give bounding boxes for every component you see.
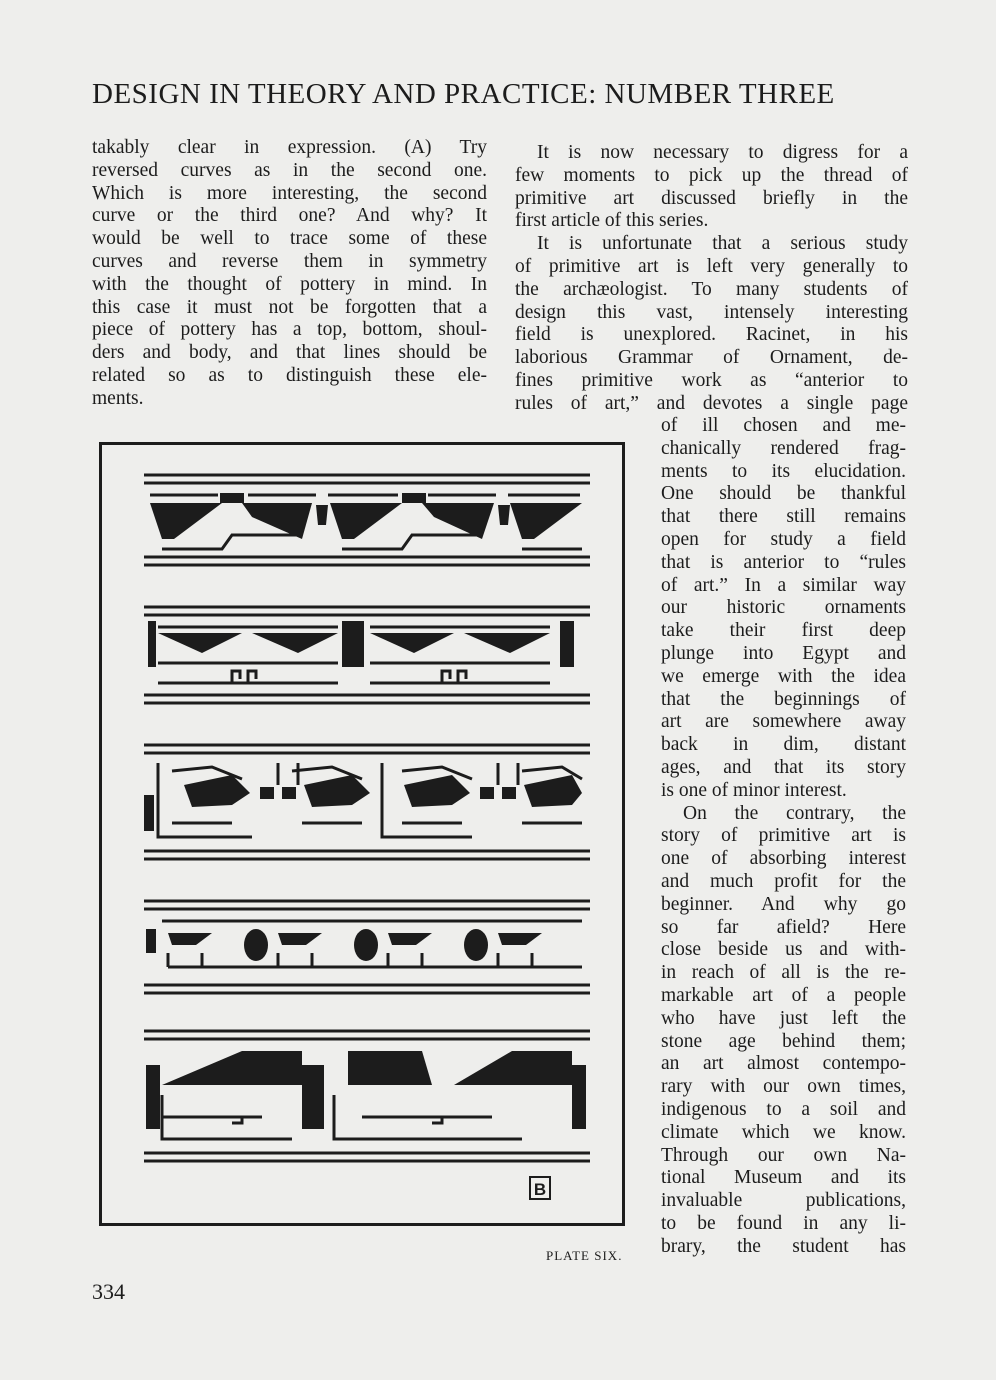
text-line: design this vast, intensely interesting [515,301,908,323]
plate-caption: PLATE SIX. [546,1248,623,1263]
text-line: laborious Grammar of Ornament, de- [515,347,908,369]
text-line: takably clear in expression. (A) Try [92,137,487,158]
text-line: rary with our own times, [661,1076,906,1098]
text-line: rules of art,” and devotes a single page [515,392,908,414]
text-line: tional Museum and its [661,1167,906,1189]
text-line: close beside us and with- [661,939,906,961]
text-line: fines primitive work as “anterior to [515,369,908,391]
text-line: one of absorbing interest [661,848,906,870]
text-line: an art almost contempo- [661,1053,906,1075]
text-line: in reach of all is the re- [661,962,906,984]
text-line: primitive art discussed briefly in the [515,187,908,209]
text-line: field is unexplored. Racinet, in his [515,324,908,346]
right-column-text-narrow [661,415,906,1258]
right-column-text-top [515,142,908,416]
text-line: It is now necessary to digress for a [537,142,908,163]
text-line: take their first deep [661,620,906,642]
text-line: Which is more interesting, the second [92,182,487,204]
ornament-band-4 [144,901,590,993]
text-line: and much profit for the [661,870,906,892]
text-line: back in dim, distant [661,734,906,756]
text-line: climate which we know. [661,1121,906,1143]
text-line: curves and reverse them in symmetry [92,250,487,272]
left-column-text [92,137,487,411]
text-line: with the thought of pottery in mind. In [92,273,487,295]
text-line: ders and body, and that lines should be [92,342,487,364]
text-line: indigenous to a soil and [661,1098,906,1120]
text-line: that the beginnings of [661,688,906,710]
text-line: is one of minor interest. [661,779,847,801]
text-line: few moments to pick up the thread of [515,164,908,186]
text-line: who have just left the [661,1007,906,1029]
text-line: ages, and that its story [661,756,906,778]
text-line: we emerge with the idea [661,665,906,687]
text-line: piece of pottery has a top, bottom, shoul- [92,319,487,341]
page-header: DESIGN IN THEORY AND PRACTICE: NUMBER THREE [92,78,835,110]
ornament-band-1 [144,475,590,565]
text-line: beginner. And why go [661,893,906,915]
text-line: reversed curves as in the second one. [92,159,487,181]
text-line: the archæologist. To many students of [515,278,908,300]
text-line: art are somewhere away [661,711,906,733]
artist-monogram: B [529,1176,551,1200]
ornament-band-2 [144,607,590,703]
text-line: story of primitive art is [661,825,906,847]
text-line: On the contrary, the [683,802,906,824]
text-line: One should be thankful [661,483,906,505]
text-line: ments to its elucidation. [661,460,906,482]
ornament-plate [99,442,625,1226]
text-line: that is anterior to “rules [661,551,906,573]
text-line: of primitive art is left very generally to [515,255,908,277]
text-line: invaluable publications, [661,1190,906,1212]
text-line: first article of this series. [515,210,709,232]
ornament-band-5 [144,1031,590,1161]
text-line: to be found in any li- [661,1212,906,1234]
text-line: open for study a field [661,528,906,550]
text-line: of art.” In a similar way [661,574,906,596]
ornament-band-3 [144,745,590,859]
text-line: Through our own Na- [661,1144,906,1166]
text-line: would be well to trace some of these [92,228,487,250]
text-line: our historic ornaments [661,597,906,619]
text-line: ments. [92,387,144,409]
text-line: plunge into Egypt and [661,642,906,664]
text-line: that there still remains [661,506,906,528]
text-line: of ill chosen and me- [661,415,906,436]
text-line: It is unfortunate that a serious study [537,233,908,255]
ornament-bands-illustration [102,445,622,1223]
text-line: markable art of a people [661,984,906,1006]
page-number: 334 [92,1279,125,1304]
text-line: stone age behind them; [661,1030,906,1052]
text-line: curve or the third one? And why? It [92,205,487,227]
text-line: chanically rendered frag- [661,437,906,459]
text-line: this case it must not be forgotten that a [92,296,487,318]
text-line: related so as to distinguish these ele- [92,364,487,386]
text-line: brary, the student has [661,1235,906,1257]
text-line: so far afield? Here [661,916,906,938]
